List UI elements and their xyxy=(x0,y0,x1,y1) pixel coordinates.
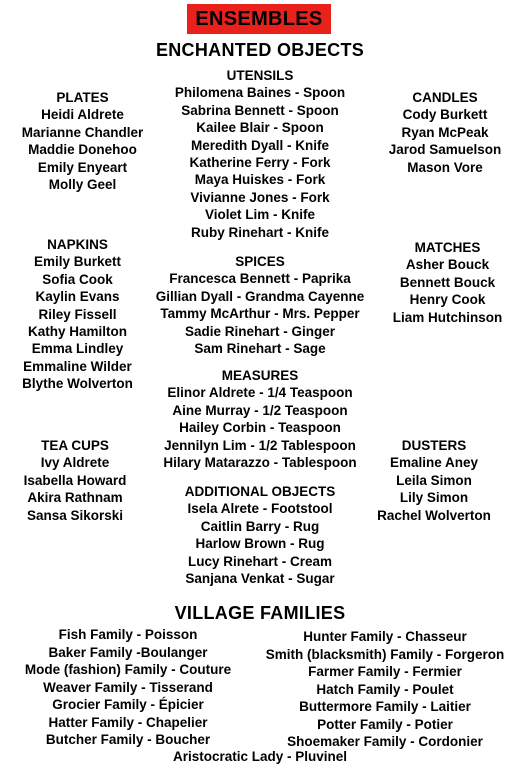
cast-member: Sofia Cook xyxy=(42,271,113,287)
village-family-item: Butcher Family - Boucher xyxy=(45,732,211,747)
village-family-last: Aristocratic Lady - Pluvinel xyxy=(172,749,348,764)
village-family-item: Grocier Family - Épicier xyxy=(52,697,204,712)
cast-member: Blythe Wolverton xyxy=(22,376,133,392)
group-candles xyxy=(370,89,520,176)
village-family-item: Fish Family - Poisson xyxy=(58,627,198,642)
cast-member: Caitlin Barry - Rug xyxy=(200,518,320,534)
group-matches xyxy=(360,239,520,326)
cast-member: Hilary Matarazzo - Tablespoon xyxy=(163,455,357,471)
cast-member: Kaylin Evans xyxy=(35,289,120,305)
enchanted-objects-title: ENCHANTED OBJECTS xyxy=(155,40,365,60)
cast-member: Aine Murray - 1/2 Teaspoon xyxy=(172,402,348,418)
cast-member: Kailee Blair - Spoon xyxy=(196,120,324,136)
additional-objects-heading: ADDITIONAL OBJECTS xyxy=(184,484,336,499)
ensembles-banner: ENSEMBLES xyxy=(187,4,331,34)
cast-member: Maddie Donehoo xyxy=(28,142,137,158)
cast-member: Gillian Dyall - Grandma Cayenne xyxy=(155,288,365,304)
cast-member: Harlow Brown - Rug xyxy=(195,536,325,552)
village-family-item: Hatter Family - Chapelier xyxy=(48,714,208,730)
village-family-item: Smith (blacksmith) Family - Forgeron xyxy=(265,646,505,662)
cast-member: Cody Burkett xyxy=(402,107,488,123)
village-family-item: Hunter Family - Chasseur xyxy=(303,629,467,644)
cast-member: Emmaline Wilder xyxy=(23,358,132,374)
cast-member: Emaline Aney xyxy=(389,455,479,471)
cast-member: Rachel Wolverton xyxy=(377,507,491,523)
village-family-item: Mode (fashion) Family - Couture xyxy=(24,662,232,677)
cast-member: Philomena Baines - Spoon xyxy=(174,85,346,101)
cast-member: Vivianne Jones - Fork xyxy=(190,189,330,205)
cast-member: Isela Alrete - Footstool xyxy=(187,501,333,517)
village-family-item: Potter Family - Potier xyxy=(317,716,453,732)
cast-member: Jennilyn Lim - 1/2 Tablespoon xyxy=(164,437,356,453)
cast-member: Leila Simon xyxy=(396,472,472,488)
cast-member: Mason Vore xyxy=(407,159,483,175)
cast-member: Kathy Hamilton xyxy=(27,324,127,340)
group-tea-cups xyxy=(0,437,150,524)
cast-member: Emma Lindley xyxy=(31,341,124,357)
napkins-heading: NAPKINS xyxy=(47,237,108,252)
cast-member: Maya Huiskes - Fork xyxy=(194,172,326,188)
cast-member: Jarod Samuelson xyxy=(388,142,502,158)
cast-member: Ruby Rinehart - Knife xyxy=(190,224,329,240)
cast-member: Violet Lim - Knife xyxy=(204,207,315,223)
cast-member: Tammy McArthur - Mrs. Pepper xyxy=(160,306,360,322)
cast-member: Marianne Chandler xyxy=(21,124,144,140)
village-family-item: Weaver Family - Tisserand xyxy=(43,679,213,695)
dusters-heading: DUSTERS xyxy=(401,438,467,453)
cast-member: Emily Enyeart xyxy=(37,159,128,175)
cast-member: Molly Geel xyxy=(48,177,117,193)
village-family-item: Buttermore Family - Laitier xyxy=(299,699,471,714)
group-spices xyxy=(130,253,390,357)
candles-heading: CANDLES xyxy=(412,90,478,105)
tea-cups-heading: TEA CUPS xyxy=(41,438,109,453)
village-families-left xyxy=(0,626,256,749)
cast-member: Asher Bouck xyxy=(405,257,490,273)
cast-member: Elinor Aldrete - 1/4 Teaspoon xyxy=(167,385,353,401)
plates-heading: PLATES xyxy=(56,90,109,105)
cast-member: Lucy Rinehart - Cream xyxy=(187,553,333,569)
village-families-right xyxy=(250,628,520,751)
group-utensils xyxy=(140,67,380,241)
cast-member: Henry Cook xyxy=(409,292,486,308)
cast-member: Sam Rinehart - Sage xyxy=(194,341,326,357)
village-family-item: Farmer Family - Fermier xyxy=(308,664,462,679)
cast-member: Sansa Sikorski xyxy=(26,507,124,523)
cast-member: Hailey Corbin - Teaspoon xyxy=(179,420,341,436)
cast-member: Heidi Aldrete xyxy=(41,107,124,123)
village-families-title: VILLAGE FAMILIES xyxy=(174,603,346,623)
cast-member: Isabella Howard xyxy=(23,472,127,488)
cast-member: Bennett Bouck xyxy=(399,274,496,290)
cast-member: Lily Simon xyxy=(399,490,469,506)
group-measures xyxy=(130,367,390,471)
matches-heading: MATCHES xyxy=(414,240,481,255)
village-family-item: Hatch Family - Poulet xyxy=(316,681,454,697)
cast-member: Liam Hutchinson xyxy=(392,309,503,325)
cast-member: Sadie Rinehart - Ginger xyxy=(184,323,336,339)
cast-member: Riley Fissell xyxy=(38,306,117,322)
cast-member: Ivy Aldrete xyxy=(40,455,110,471)
cast-member: Katherine Ferry - Fork xyxy=(189,155,331,171)
utensils-heading: UTENSILS xyxy=(226,68,294,83)
cast-member: Sabrina Bennett - Spoon xyxy=(181,102,339,118)
cast-member: Francesca Bennett - Paprika xyxy=(169,271,351,287)
measures-heading: MEASURES xyxy=(221,368,299,383)
cast-member: Akira Rathnam xyxy=(27,490,123,506)
spices-heading: SPICES xyxy=(235,254,285,269)
village-family-item: Baker Family -Boulanger xyxy=(48,644,208,660)
cast-member: Ryan McPeak xyxy=(401,124,489,140)
cast-member: Emily Burkett xyxy=(33,254,122,270)
cast-member: Meredith Dyall - Knife xyxy=(190,137,330,153)
village-family-item: Shoemaker Family - Cordonier xyxy=(287,734,483,749)
group-additional-objects xyxy=(130,483,390,587)
cast-member: Sanjana Venkat - Sugar xyxy=(185,571,335,587)
